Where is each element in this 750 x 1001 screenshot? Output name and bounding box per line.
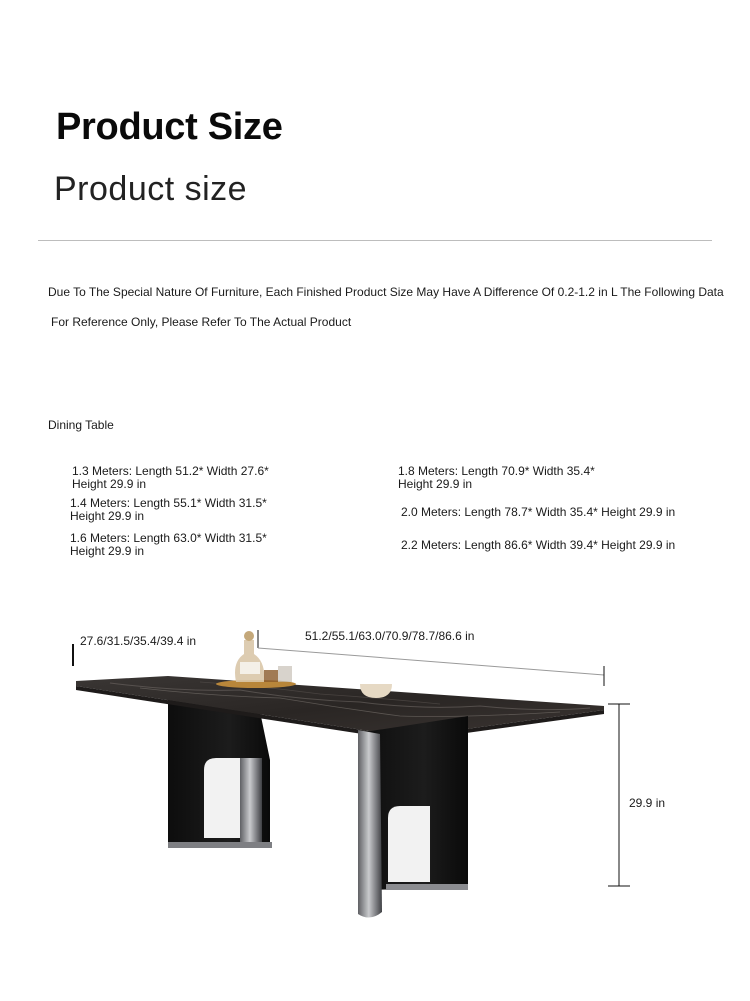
divider [38,240,712,241]
spec-line: Height 29.9 in [398,477,473,491]
height-dimension-label: 29.9 in [629,796,666,810]
spec-line: 1.3 Meters: Length 51.2* Width 27.6* [72,464,269,478]
spec-item [398,465,595,491]
spec-line: Height 29.9 in [70,544,145,558]
spec-line: 1.4 Meters: Length 55.1* Width 31.5* [70,496,267,510]
height-dimension-line [608,704,630,886]
section-label: Dining Table [48,418,114,432]
decanter-decoration [216,631,296,688]
width-dimension-label: 27.6/31.5/35.4/39.4 in [80,634,197,648]
table-leg-front [358,716,468,918]
spec-item [70,532,267,558]
spec-item [401,506,675,519]
spec-line: 1.8 Meters: Length 70.9* Width 35.4* [398,464,595,478]
spec-line: 1.6 Meters: Length 63.0* Width 31.5* [70,531,267,545]
spec-item [401,539,675,552]
spec-item [70,497,267,523]
spec-line: Height 29.9 in [72,477,147,491]
spec-line: Height 29.9 in [70,509,145,523]
page-subtitle: Product size [54,170,248,208]
disclaimer-line-2: For Reference Only, Please Refer To The Actual Product [51,315,352,329]
spec-item [72,465,269,491]
page-title: Product Size [56,106,283,148]
spec-line: 2.0 Meters: Length 78.7* Width 35.4* Height 29.9 in [401,505,676,519]
spec-line: 2.2 Meters: Length 86.6* Width 39.4* Height 29.9 in [401,538,676,552]
marble-tabletop [76,676,604,741]
length-dimension-label: 51.2/55.1/63.0/70.9/78.7/86.6 in [305,629,475,643]
disclaimer-line-1: Due To The Special Nature Of Furniture, Each Finished Product Size May Have A Difference Of 0.2-1.2 in L The Following Data [48,285,724,299]
table-leg-back [168,696,272,848]
